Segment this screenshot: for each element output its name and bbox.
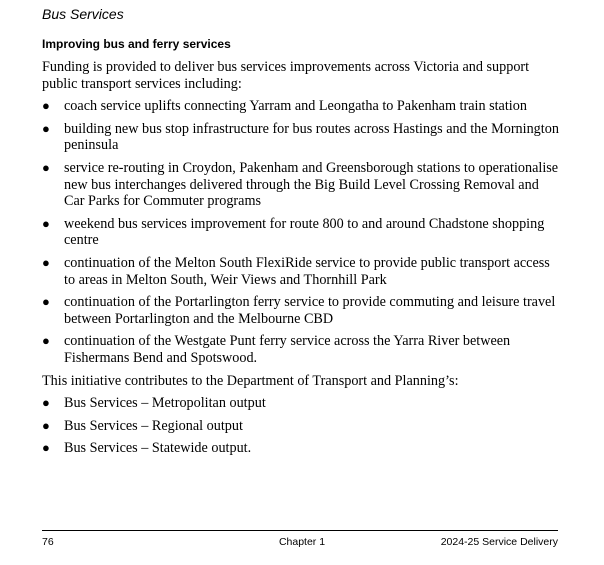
- bullet-icon: ●: [42, 333, 50, 349]
- page-number: 76: [42, 536, 54, 548]
- bullet-icon: ●: [42, 98, 50, 114]
- list-item: ● continuation of the Melton South FlexiRide service to provide public transport access to areas in Melton South, Weir Views and Thornhill Park: [42, 254, 550, 288]
- chapter-label: Chapter 1: [278, 536, 326, 548]
- list-item: ● service re-routing in Croydon, Pakenham and Greensborough stations to operationalise new bus interchanges delivered through the Big Build Level Crossing Removal and Car Parks for Commuter programs: [42, 159, 559, 210]
- list-item: ● continuation of the Westgate Punt ferry service across the Yarra River between Fishermans Bend and Spotswood.: [42, 333, 511, 366]
- publication-title: 2024-25 Service Delivery: [440, 536, 558, 548]
- list-item: ● Bus Services – Statewide output.: [42, 440, 252, 457]
- bullet-icon: ●: [42, 120, 50, 136]
- intro-paragraph: Funding is provided to deliver bus services improvements across Victoria and support public transport services including:: [42, 59, 530, 92]
- bullet-icon: ●: [42, 159, 50, 175]
- bullet-icon: ●: [42, 440, 50, 456]
- list-item: ● Bus Services – Metropolitan output: [42, 395, 266, 412]
- bullet-icon: ●: [42, 254, 50, 270]
- bullet-icon: ●: [42, 294, 50, 310]
- bullet-icon: ●: [42, 417, 50, 433]
- list-item: ● Bus Services – Regional output: [42, 417, 243, 434]
- list-item: ● coach service uplifts connecting Yarram and Leongatha to Pakenham train station: [42, 98, 527, 115]
- list-item: ● building new bus stop infrastructure for bus routes across Hastings and the Mornington peninsula: [42, 120, 559, 154]
- initiative-heading: Improving bus and ferry services: [42, 37, 231, 51]
- list-item: ● continuation of the Portarlington ferry service to provide commuting and leisure travel between Portarlington and the Melbourne CBD: [42, 294, 556, 327]
- bullet-icon: ●: [42, 395, 50, 411]
- section-title: Bus Services: [42, 6, 124, 22]
- list-item: ● weekend bus services improvement for route 800 to and around Chadstone shopping centre: [42, 215, 545, 249]
- service-list: [42, 98, 562, 366]
- body-text: [42, 59, 562, 463]
- bullet-icon: ●: [42, 215, 50, 231]
- contribution-paragraph: This initiative contributes to the Department of Transport and Planning’s:: [42, 372, 459, 389]
- footer-divider: [42, 530, 558, 531]
- output-list: [42, 395, 562, 457]
